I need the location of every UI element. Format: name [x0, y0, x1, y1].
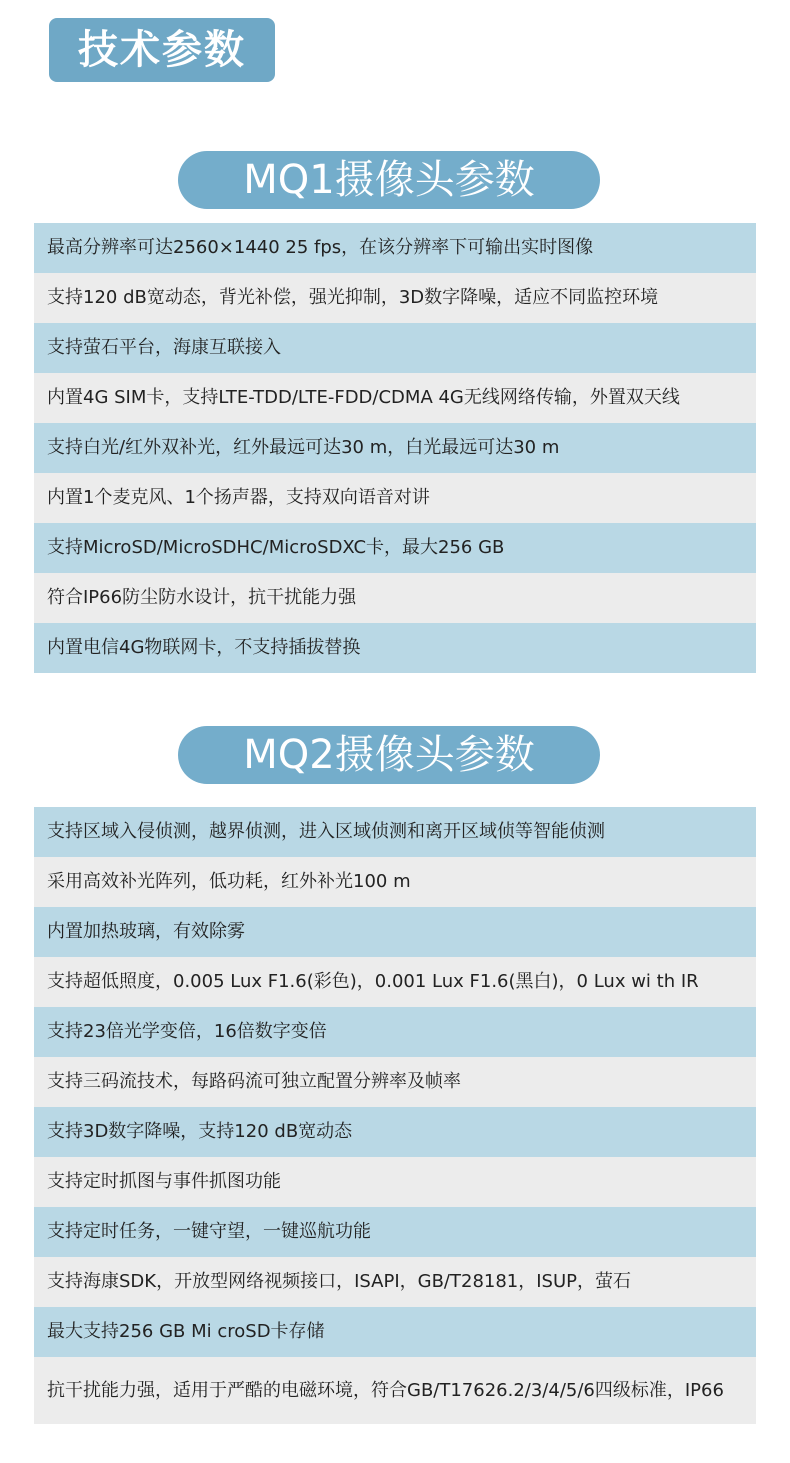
- spec-row: 支持海康SDK，开放型网络视频接口，ISAPI，GB/T28181，ISUP，萤石: [34, 1257, 756, 1307]
- spec-row: 采用高效补光阵列，低功耗，红外补光100 m: [34, 857, 756, 907]
- spec-row: 内置电信4G物联网卡，不支持插拔替换: [34, 623, 756, 673]
- spec-row: 抗干扰能力强，适用于严酷的电磁环境，符合GB/T17626.2/3/4/5/6四级标准，IP66: [34, 1357, 756, 1424]
- spec-row: 内置4G SIM卡，支持LTE-TDD/LTE-FDD/CDMA 4G无线网络传输，外置双天线: [34, 373, 756, 423]
- spec-row: 支持区域入侵侦测，越界侦测，进入区域侦测和离开区域侦等智能侦测: [34, 807, 756, 857]
- mq1-section-title: MQ1摄像头参数: [178, 151, 600, 209]
- page-title: 技术参数: [49, 18, 275, 82]
- spec-row: 支持三码流技术，每路码流可独立配置分辨率及帧率: [34, 1057, 756, 1107]
- mq2-section-title: MQ2摄像头参数: [178, 726, 600, 784]
- spec-row: 支持定时抓图与事件抓图功能: [34, 1157, 756, 1207]
- spec-row: 支持3D数字降噪，支持120 dB宽动态: [34, 1107, 756, 1157]
- spec-row: 内置加热玻璃，有效除雾: [34, 907, 756, 957]
- mq2-spec-table: [34, 807, 756, 1424]
- spec-row: 最大支持256 GB Mi croSD卡存储: [34, 1307, 756, 1357]
- spec-row: 支持120 dB宽动态，背光补偿，强光抑制，3D数字降噪，适应不同监控环境: [34, 273, 756, 323]
- spec-row: 支持白光/红外双补光，红外最远可达30 m，白光最远可达30 m: [34, 423, 756, 473]
- spec-row: 支持超低照度，0.005 Lux F1.6(彩色)，0.001 Lux F1.6(黑白)，0 Lux wi th IR: [34, 957, 756, 1007]
- spec-row: 支持23倍光学变倍，16倍数字变倍: [34, 1007, 756, 1057]
- spec-row: 符合IP66防尘防水设计，抗干扰能力强: [34, 573, 756, 623]
- spec-row: 支持定时任务，一键守望，一键巡航功能: [34, 1207, 756, 1257]
- mq1-spec-table: [34, 223, 756, 673]
- spec-row: 最高分辨率可达2560×1440 25 fps，在该分辨率下可输出实时图像: [34, 223, 756, 273]
- spec-row: 内置1个麦克风、1个扬声器，支持双向语音对讲: [34, 473, 756, 523]
- spec-row: 支持MicroSD/MicroSDHC/MicroSDXC卡，最大256 GB: [34, 523, 756, 573]
- spec-row: 支持萤石平台，海康互联接入: [34, 323, 756, 373]
